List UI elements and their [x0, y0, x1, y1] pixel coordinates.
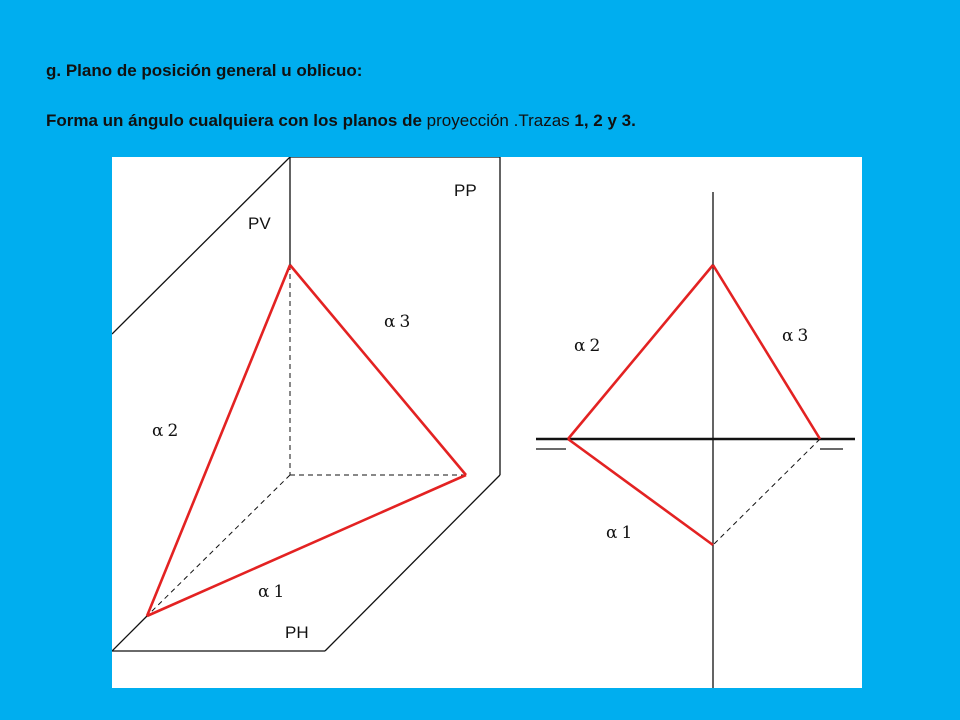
hidden-edges [147, 265, 466, 616]
subtitle-bold-part: Forma un ángulo cualquiera con los planos de [46, 111, 422, 130]
alpha-symbol: α [384, 312, 396, 332]
trace-alpha-3-line [290, 265, 466, 475]
trace-number: 1 [273, 582, 285, 602]
label-alpha-1-2d [606, 523, 632, 543]
diagram-canvas [112, 157, 862, 688]
isometric-traces [147, 265, 466, 616]
trace-number: 3 [797, 326, 809, 346]
pv-top-diagonal-edge [112, 157, 290, 334]
alpha-symbol: α [782, 326, 794, 346]
label-alpha-2-3d [152, 421, 178, 441]
trace-number: 1 [621, 523, 633, 543]
orthographic-traces [568, 265, 820, 545]
alpha-symbol: α [152, 421, 164, 441]
subtitle-normal-part: proyección .Trazas [421, 111, 575, 130]
label-alpha-2-2d [574, 336, 600, 356]
ph-front-diagonal-edge [112, 616, 147, 651]
alpha-symbol: α [258, 582, 270, 602]
page-subtitle [46, 111, 636, 131]
trace-number: 3 [399, 312, 411, 332]
label-alpha-3-3d [384, 312, 410, 332]
diagram-panel [112, 157, 862, 688]
orthographic-view [536, 192, 855, 688]
trace-alpha-3-2d [713, 265, 820, 439]
isometric-view [112, 157, 500, 651]
page-title: g. Plano de posición general u oblicuo: [46, 61, 363, 80]
label-ph: PH [285, 623, 309, 642]
label-alpha-3-2d [782, 326, 808, 346]
label-pp: PP [454, 181, 477, 200]
alpha-symbol: α [606, 523, 618, 543]
trace-number: 2 [589, 336, 601, 356]
label-pv: PV [248, 214, 271, 233]
ph-right-diagonal-edge [325, 475, 500, 651]
hidden-edge-2d [713, 439, 820, 545]
label-alpha-1-3d [258, 582, 284, 602]
trace-number: 2 [167, 421, 179, 441]
trace-alpha-1-2d [568, 439, 713, 545]
subtitle-trazas-numbers: 1, 2 y 3. [574, 111, 636, 130]
alpha-symbol: α [574, 336, 586, 356]
